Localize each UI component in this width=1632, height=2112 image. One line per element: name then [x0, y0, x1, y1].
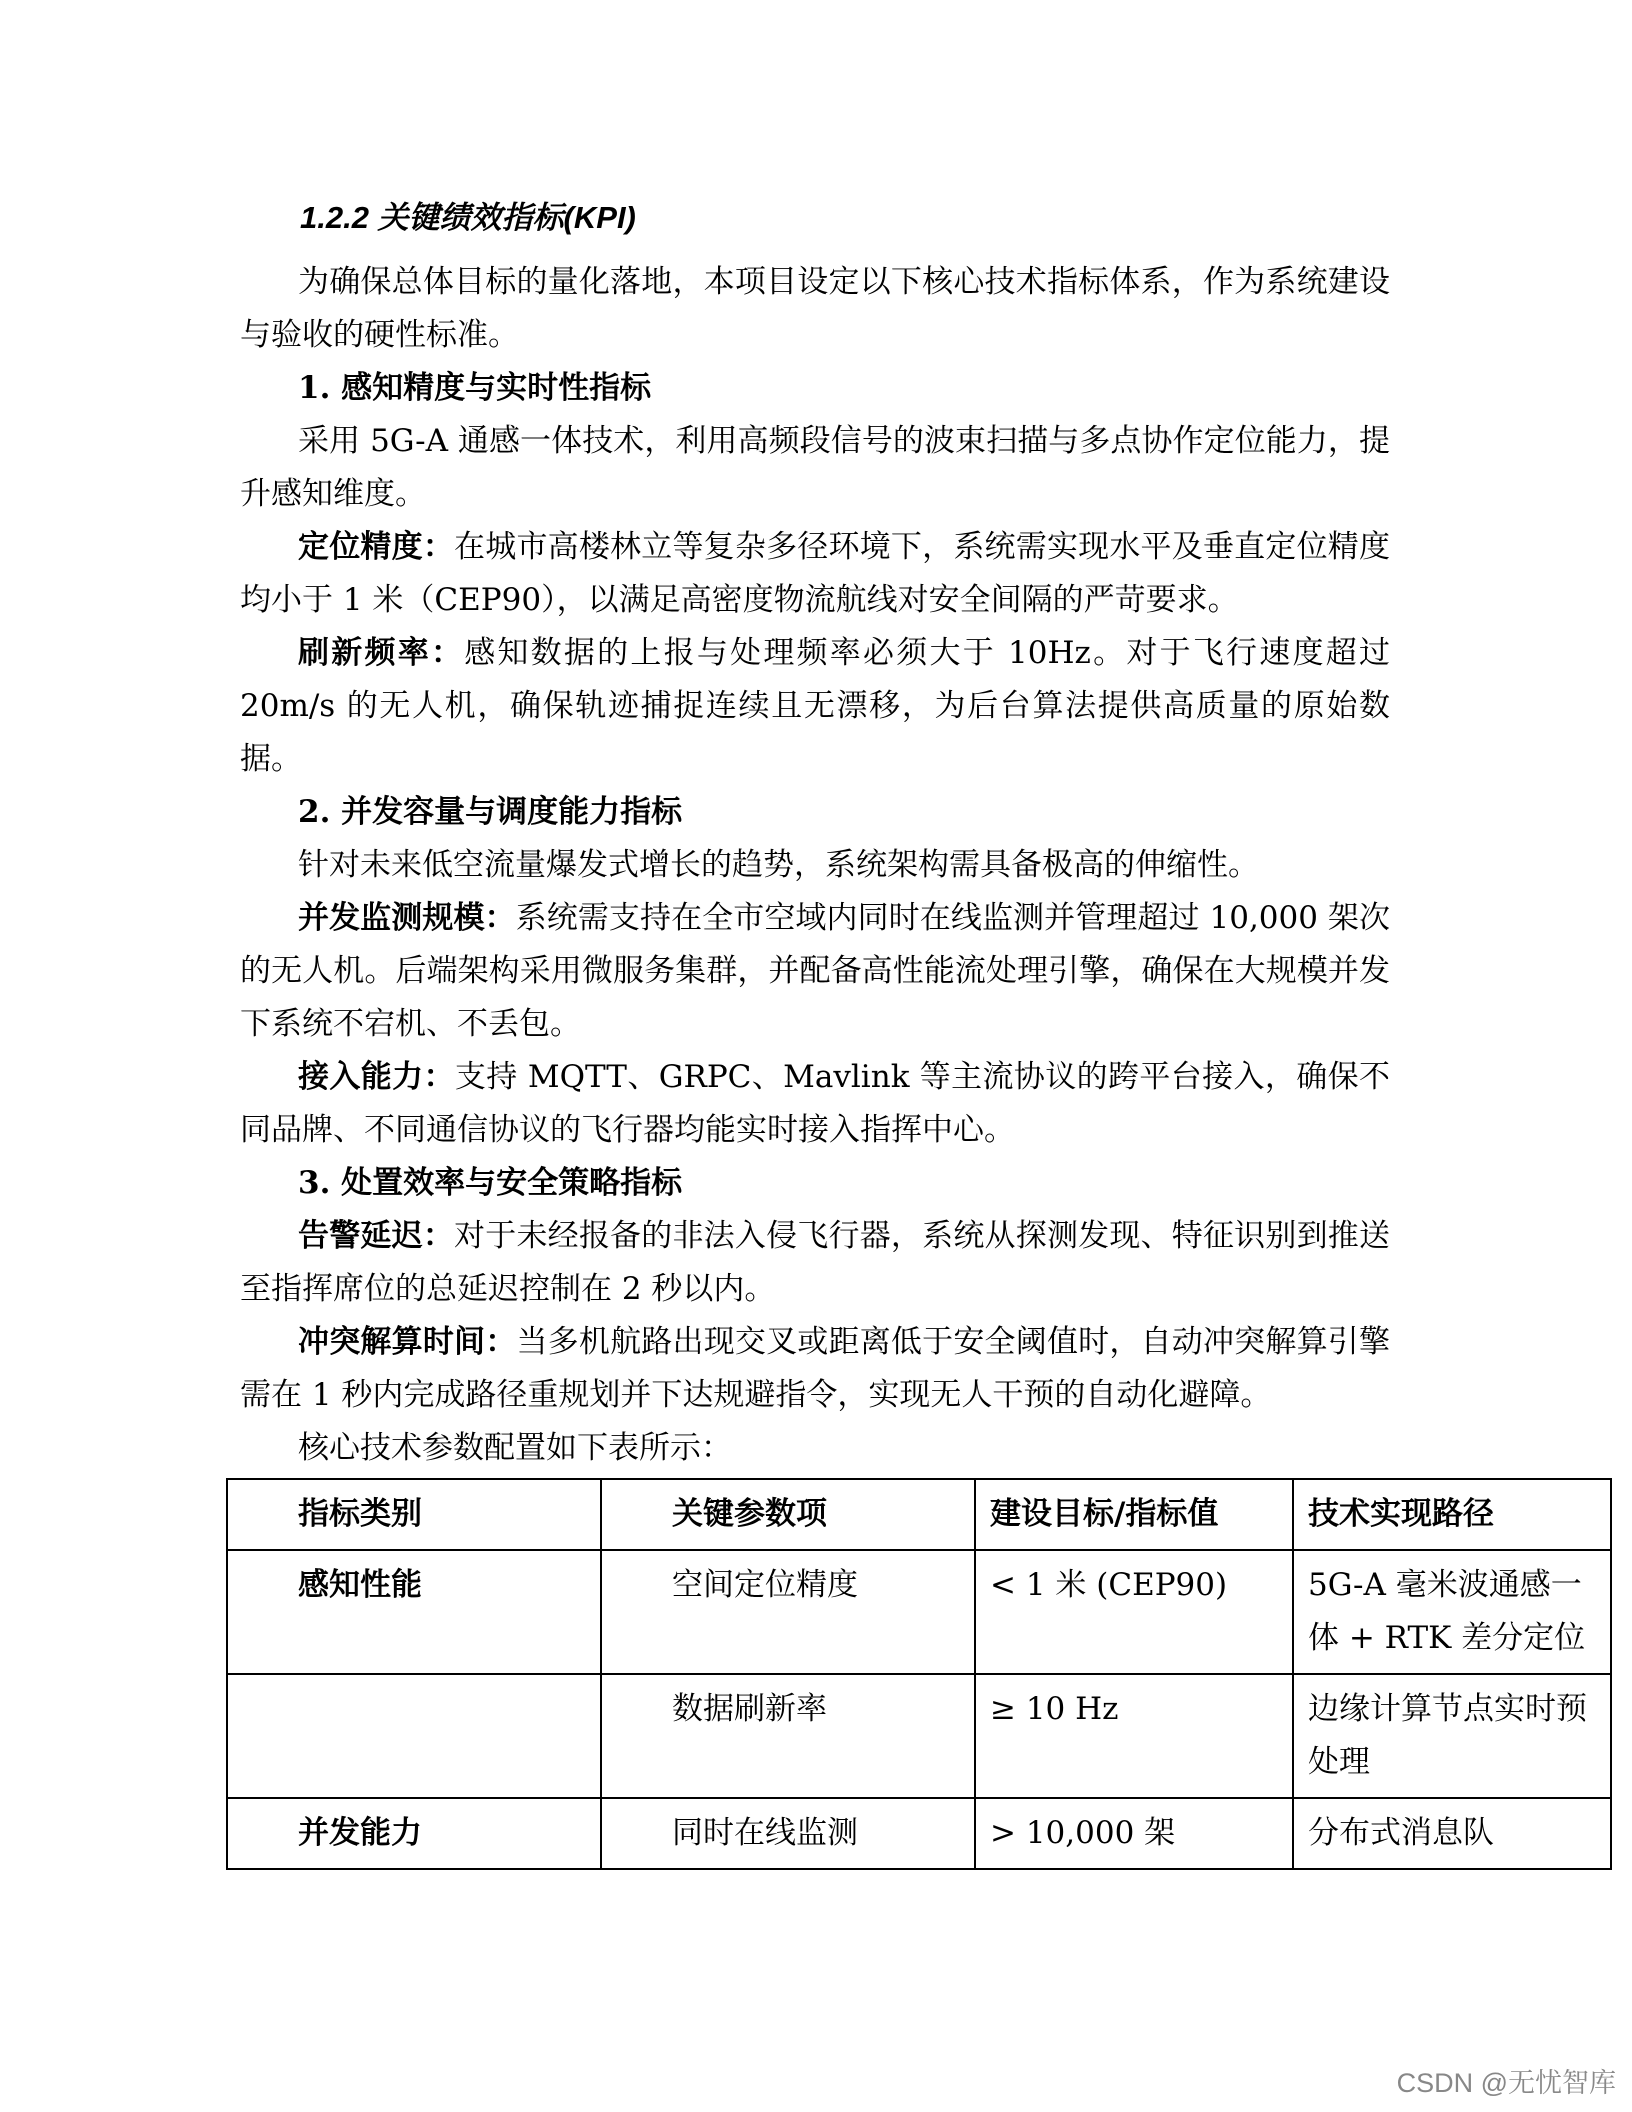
header-category: 指标类别 [227, 1479, 601, 1550]
item-text: 系统需支持在全市空域内同时在线监测并管理超过 10,000 架次的无人机。后端架构采用微服务集群，并配备高性能流处理引擎，确保在大规模并发下系统不宕机、不丢包。 [240, 900, 1390, 1042]
header-target: 建设目标/指标值 [975, 1479, 1293, 1550]
table-row [227, 1674, 1611, 1798]
table-header-row [227, 1479, 1611, 1550]
cell-category [227, 1674, 601, 1798]
section2-item-scale [240, 892, 1390, 1051]
kpi-table [226, 1478, 1612, 1870]
item-text: 支持 MQTT、GRPC、Mavlink 等主流协议的跨平台接入，确保不同品牌、不同通信协议的飞行器均能实时接入指挥中心。 [240, 1059, 1390, 1148]
cell-path: 分布式消息队 [1293, 1798, 1611, 1869]
item-label: 并发监测规模： [298, 900, 516, 936]
cell-target: < 1 米 (CEP90) [975, 1550, 1293, 1674]
item-text: 对于未经报备的非法入侵飞行器，系统从探测发现、特征识别到推送至指挥席位的总延迟控制在 2 秒以内。 [240, 1218, 1390, 1307]
section2-title: 2. 并发容量与调度能力指标 [298, 794, 683, 830]
cell-parameter: 同时在线监测 [601, 1798, 975, 1869]
cell-path: 5G-A 毫米波通感一体 + RTK 差分定位 [1293, 1550, 1611, 1674]
section2-item-access [240, 1051, 1390, 1157]
section1-item-refresh [240, 627, 1390, 786]
item-label: 定位精度： [298, 529, 455, 565]
table-row [227, 1550, 1611, 1674]
section2-desc: 针对未来低空流量爆发式增长的趋势，系统架构需具备极高的伸缩性。 [298, 847, 1259, 883]
item-text: 当多机航路出现交叉或距离低于安全阈值时，自动冲突解算引擎需在 1 秒内完成路径重规划并下达规避指令，实现无人干预的自动化避障。 [240, 1324, 1391, 1413]
item-label: 接入能力： [298, 1059, 455, 1095]
header-parameter: 关键参数项 [601, 1479, 975, 1550]
table-caption: 核心技术参数配置如下表所示： [298, 1430, 732, 1466]
section3-title: 3. 处置效率与安全策略指标 [298, 1165, 683, 1201]
section-heading: 1.2.2 关键绩效指标(KPI) [300, 200, 636, 235]
header-path: 技术实现路径 [1293, 1479, 1611, 1550]
section1-title: 1. 感知精度与实时性指标 [298, 370, 652, 406]
watermark-footer: CSDN @无忧智库 [1396, 2068, 1616, 2098]
section1-desc: 采用 5G-A 通感一体技术，利用高频段信号的波束扫描与多点协作定位能力，提升感知维度。 [240, 423, 1390, 512]
intro-paragraph: 为确保总体目标的量化落地，本项目设定以下核心技术指标体系，作为系统建设与验收的硬性标准。 [240, 264, 1390, 353]
section3-item-alert [240, 1210, 1390, 1316]
cell-parameter: 数据刷新率 [601, 1674, 975, 1798]
cell-path: 边缘计算节点实时预处理 [1293, 1674, 1611, 1798]
item-label: 告警延迟： [298, 1218, 455, 1254]
table-row [227, 1798, 1611, 1869]
item-label: 刷新频率： [298, 635, 465, 671]
item-text: 感知数据的上报与处理频率必须大于 10Hz。对于飞行速度超过 20m/s 的无人机，确保轨迹捕捉连续且无漂移，为后台算法提供高质量的原始数据。 [240, 635, 1390, 777]
item-label: 冲突解算时间： [298, 1324, 517, 1360]
cell-category: 并发能力 [227, 1798, 601, 1869]
cell-parameter: 空间定位精度 [601, 1550, 975, 1674]
section3-item-conflict [240, 1316, 1390, 1422]
item-text: 在城市高楼林立等复杂多径环境下，系统需实现水平及垂直定位精度均小于 1 米（CEP90），以满足高密度物流航线对安全间隔的严苛要求。 [240, 529, 1390, 618]
cell-target: ≥ 10 Hz [975, 1674, 1293, 1798]
cell-target: > 10,000 架 [975, 1798, 1293, 1869]
cell-category: 感知性能 [227, 1550, 601, 1674]
section1-item-accuracy [240, 521, 1390, 627]
